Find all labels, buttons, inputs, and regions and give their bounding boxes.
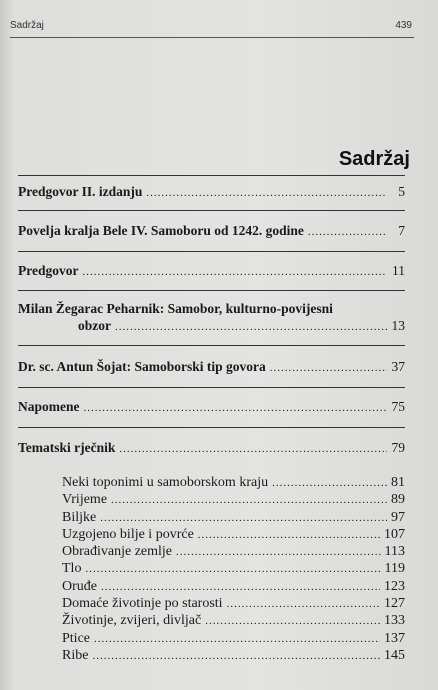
toc-sub-entry-title: Vrijeme <box>62 492 108 508</box>
leader-dots <box>198 527 380 544</box>
leader-dots <box>100 510 387 527</box>
toc-sub-list <box>18 458 405 664</box>
toc-sub-entry-title: Biljke <box>62 509 97 525</box>
toc-entry-title: Tematski rječnik <box>18 440 116 455</box>
toc-sub-entry-page: 123 <box>384 578 405 594</box>
running-head-section: Sadržaj <box>10 20 44 31</box>
leader-dots <box>85 561 380 578</box>
toc-entry-page: 11 <box>392 263 405 278</box>
toc-sub-entry-title: Ribe <box>62 647 89 663</box>
toc-entry-title: Predgovor <box>18 263 79 278</box>
toc-entry-page: 13 <box>391 318 405 333</box>
header-rule <box>10 37 414 38</box>
toc-sub-entry-title: Uzgojeno bilje i povrće <box>62 526 194 542</box>
running-head <box>10 20 412 36</box>
toc-sub-entry[interactable] <box>18 595 405 612</box>
leader-dots <box>83 264 388 281</box>
leader-dots <box>92 648 380 665</box>
toc-sub-entry-page: 113 <box>384 544 405 560</box>
toc-sub-entry[interactable] <box>18 491 405 508</box>
toc-entry-title: Povelja kralja Bele IV. Samoboru od 1242. godine <box>18 223 304 238</box>
toc-block <box>18 428 405 458</box>
leader-dots <box>94 631 380 648</box>
toc-sub-entry-page: 145 <box>384 647 405 663</box>
toc-entry-page: 5 <box>398 184 405 199</box>
toc-entry-title: Napomene <box>18 399 80 414</box>
toc-sub-entry-title: Domaće životinje po starosti <box>62 596 223 612</box>
toc-entry[interactable] <box>18 317 405 336</box>
leader-dots <box>115 319 387 336</box>
leader-dots <box>119 441 387 458</box>
toc-entry-title-line2: obzor <box>78 318 111 333</box>
toc-entry[interactable] <box>18 439 405 458</box>
toc-sub-entry[interactable] <box>18 543 405 560</box>
toc-sub-entry[interactable] <box>18 474 405 491</box>
leader-dots <box>101 579 380 596</box>
toc-block <box>18 252 405 290</box>
leader-dots <box>84 400 388 417</box>
toc-sub-entry[interactable] <box>18 647 405 664</box>
toc-entry-title: Predgovor II. izdanju <box>18 184 143 199</box>
toc-entry-page: 37 <box>391 359 405 374</box>
toc-sub-entry[interactable] <box>18 578 405 595</box>
toc-sub-entry-page: 81 <box>391 475 405 490</box>
toc-sub-entry-page: 97 <box>391 509 405 525</box>
leader-dots <box>146 185 387 202</box>
toc-sub-entry-title: Životinje, zvijeri, divljač <box>62 613 202 629</box>
toc-block <box>18 211 405 251</box>
leader-dots <box>272 475 387 492</box>
toc-sub-entry-page: 137 <box>384 630 405 646</box>
toc-block <box>18 176 405 210</box>
leader-dots <box>270 360 387 377</box>
toc-entry[interactable] <box>18 262 405 281</box>
toc-entry-page: 75 <box>391 399 405 414</box>
toc-sub-entry[interactable] <box>18 560 405 577</box>
toc-sub-entry-page: 127 <box>384 596 405 612</box>
toc-entry[interactable] <box>18 398 405 417</box>
toc-sub-entry[interactable] <box>18 630 405 647</box>
toc-sub-entry-page: 133 <box>384 613 405 629</box>
toc-sub-entry-title: Neki toponimi u samoborskom kraju <box>62 475 269 490</box>
toc-sub-entry-title: Tlo <box>62 561 82 577</box>
leader-dots <box>205 613 380 630</box>
leader-dots <box>111 492 387 509</box>
toc-entry-title-line1[interactable]: Milan Žegarac Peharnik: Samobor, kulturno-povijesni <box>18 301 333 316</box>
toc-entry-title: Dr. sc. Antun Šojat: Samoborski tip govora <box>18 359 266 374</box>
running-head-page-number: 439 <box>395 20 412 31</box>
toc-list <box>18 175 405 664</box>
toc-entry-page: 79 <box>391 440 405 455</box>
toc-entry[interactable] <box>18 183 405 202</box>
toc-entry[interactable] <box>18 358 405 377</box>
toc-block <box>18 388 405 427</box>
toc-sub-entry[interactable] <box>18 509 405 526</box>
toc-sub-entry-page: 107 <box>384 526 405 542</box>
toc-sub-entry-page: 89 <box>391 492 405 508</box>
toc-sub-entry-title: Ptice <box>62 630 90 646</box>
leader-dots <box>227 596 380 613</box>
toc-sub-entry-title: Oruđe <box>62 578 97 594</box>
toc-entry-page: 7 <box>398 223 405 238</box>
toc-sub-entry-page: 119 <box>384 561 405 577</box>
toc-entry[interactable] <box>18 222 405 241</box>
leader-dots <box>176 544 381 561</box>
toc-title: Sadržaj <box>338 148 410 170</box>
toc-block <box>18 291 405 345</box>
toc-sub-entry[interactable] <box>18 526 405 543</box>
toc-sub-entry-title: Obrađivanje zemlje <box>62 544 173 560</box>
leader-dots <box>308 224 387 241</box>
toc-sub-entry[interactable] <box>18 612 405 629</box>
toc-block <box>18 346 405 387</box>
